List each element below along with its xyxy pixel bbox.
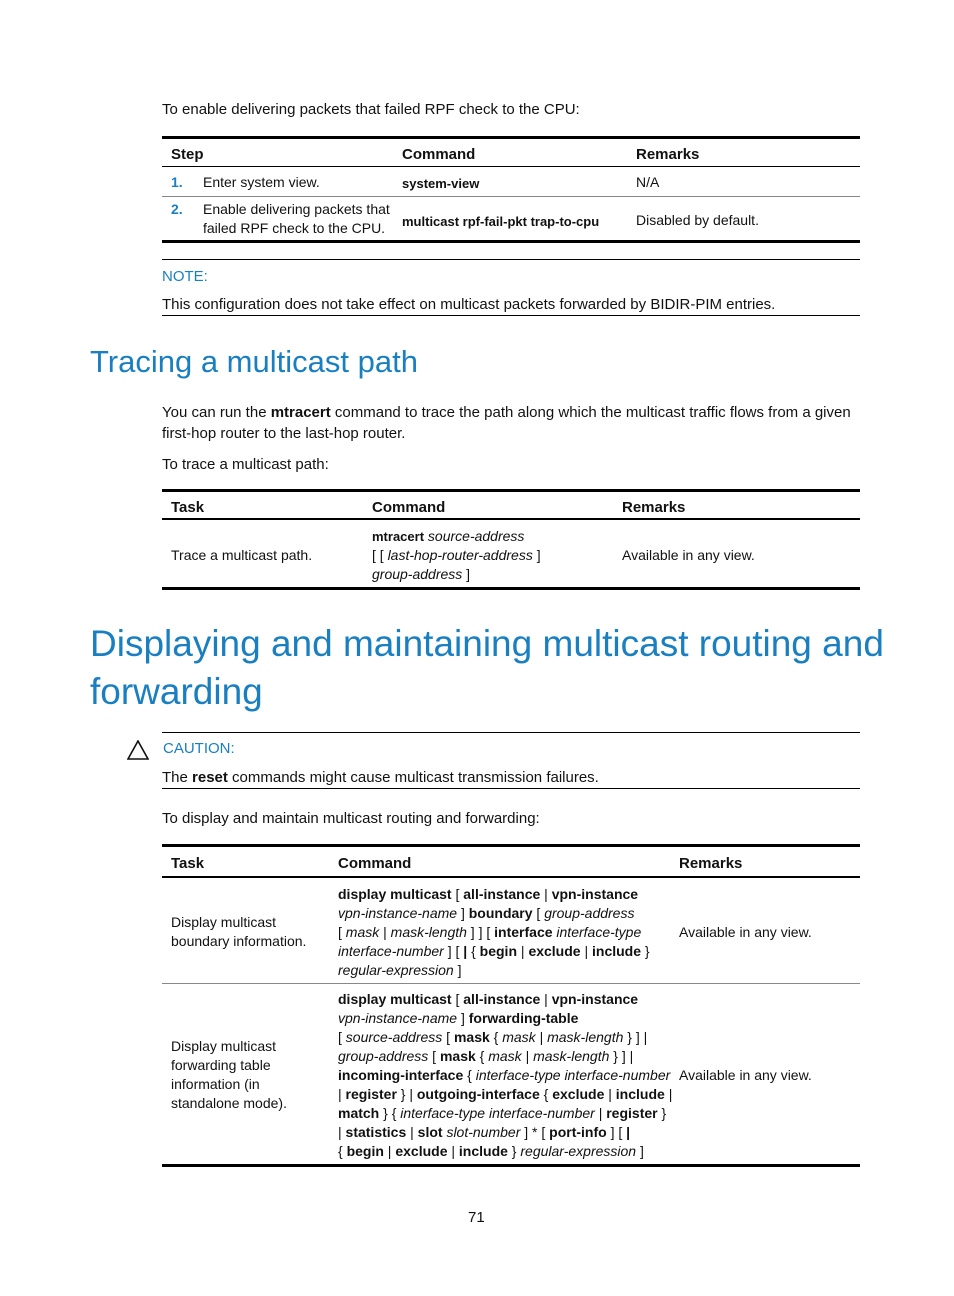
section1-para-post: command to trace the path along which the multicast traffic flows from a given [330, 404, 851, 421]
note-label: NOTE: [162, 268, 208, 285]
cmd-arg: source-address [345, 1029, 443, 1045]
table3-row1-remarks: Available in any view. [679, 924, 812, 940]
cmd-kw: begin [479, 943, 518, 959]
cmd-arg: regular-expression [520, 1143, 637, 1159]
table1-row2-step [203, 200, 390, 238]
cmd-kw: exclude [552, 1086, 605, 1102]
cmd-arg: vpn-instance-name [338, 905, 458, 921]
table3-header-rule [162, 876, 860, 878]
table1-header-step: Step [171, 146, 204, 163]
table1-row1-command: system-view [402, 176, 480, 191]
section1-lead: To trace a multicast path: [162, 456, 329, 473]
cmd-arg: group-address [544, 905, 635, 921]
cmd-arg: slot-number [446, 1124, 521, 1140]
cmd-kw: register [606, 1105, 658, 1121]
cmd-arg: source-address [427, 528, 525, 544]
cmd-kw: match [338, 1105, 380, 1121]
table2-header-command: Command [372, 499, 446, 516]
cmd-sym: [ [ [372, 547, 388, 563]
warning-icon [127, 740, 149, 760]
cmd-arg: mask [345, 924, 380, 940]
cmd-kw: statistics [345, 1124, 407, 1140]
table3-row2-remarks: Available in any view. [679, 1067, 812, 1083]
cmd-arg: mask [502, 1029, 536, 1045]
table3-row2-command: display multicast [ all-instance | vpn-instance vpn-instance-name ] forwarding-table [ source-address [ mask { mask | mask-length } ] | group-address [ mask { mask | mask-length } ] | incoming-interface { interface-type interface-number | register } | outgoing-interface { exclude | include | match } { interface-type interface-number | register } | statistics | slot slot-number ] * [ port-info ] [ | { begin | exclude | include } regular-expression ] [338, 991, 673, 1159]
table1-header-rule [162, 166, 860, 167]
cmd-kw: forwarding-table [468, 1010, 579, 1026]
cmd-kw: mask [439, 1048, 476, 1064]
caution-text-pre: The [162, 769, 193, 786]
task-line: Display multicast [171, 914, 277, 930]
cmd-kw: display multicast [338, 886, 452, 902]
cmd-arg: last-hop-router-address [387, 547, 533, 563]
table2-command [372, 527, 541, 584]
task-line: standalone mode). [171, 1095, 287, 1111]
caution-text-post: commands might cause multicast transmission failures. [227, 769, 599, 786]
section1-paragraph [162, 402, 872, 444]
cmd-arg: mask-length [547, 1029, 624, 1045]
table1-top-rule [162, 136, 860, 139]
caution-bottom-rule [162, 788, 860, 789]
table2-bottom-rule [162, 587, 860, 590]
task-line: forwarding table [171, 1057, 271, 1073]
cmd-kw: include [592, 943, 642, 959]
cmd-arg: interface-number [488, 1105, 595, 1121]
cmd-arg: group-address [338, 1048, 429, 1064]
table1-header-command: Command [402, 146, 476, 163]
section2-title-line2: forwarding [90, 671, 263, 712]
cmd-kw: include [458, 1143, 508, 1159]
cmd-kw: mtracert [372, 529, 425, 544]
section1-para-pre: You can run the [162, 404, 271, 421]
section2-lead: To display and maintain multicast routing and forwarding: [162, 810, 540, 827]
table3-bottom-rule [162, 1164, 860, 1167]
cmd-arg: interface-number [338, 943, 444, 959]
caution-text-kw: reset [192, 769, 228, 786]
cmd-arg: mask-length [533, 1048, 610, 1064]
cmd-kw: port-info [549, 1124, 607, 1140]
task-line: boundary information. [171, 933, 307, 949]
cmd-kw: outgoing-interface [416, 1086, 540, 1102]
task-line: information (in [171, 1076, 260, 1092]
table1-row1-remarks: N/A [636, 174, 660, 190]
cmd-kw: exclude [395, 1143, 448, 1159]
table1-row2-step-line2: failed RPF check to the CPU. [203, 220, 386, 236]
cmd-arg: regular-expression [338, 962, 454, 978]
table1-row2-num: 2. [171, 201, 183, 217]
cmd-arg: interface-number [564, 1067, 671, 1083]
cmd-kw: all-instance [463, 991, 541, 1007]
cmd-arg: interface-type [556, 924, 642, 940]
note-bottom-rule [162, 315, 860, 316]
note-top-rule [162, 259, 860, 260]
table1-row2-step-line1: Enable delivering packets that [203, 201, 390, 217]
cmd-kw: interface [494, 924, 553, 940]
table1-row1-step: Enter system view. [203, 174, 320, 190]
cmd-kw: include [615, 1086, 665, 1102]
cmd-arg: interface-type [475, 1067, 561, 1083]
table3-header-task: Task [171, 855, 205, 872]
cmd-arg: interface-type [400, 1105, 486, 1121]
cmd-arg: mask [488, 1048, 522, 1064]
table3-row1-task [171, 913, 306, 951]
table1-row2-remarks: Disabled by default. [636, 212, 759, 228]
cmd-arg: mask-length [390, 924, 467, 940]
cmd-kw: mask [453, 1029, 490, 1045]
cmd-kw: register [345, 1086, 397, 1102]
caution-top-rule [162, 732, 860, 733]
section2-title-line1: Displaying and maintaining multicast routing and [90, 623, 884, 664]
section1-para-cmd: mtracert [270, 404, 331, 421]
cmd-kw: vpn-instance [551, 991, 639, 1007]
table2-header-remarks: Remarks [622, 499, 686, 516]
table1-row-divider [162, 196, 860, 197]
cmd-sym: ] [462, 566, 471, 582]
section-title-displaying [90, 620, 884, 716]
table2-header-rule [162, 518, 860, 520]
cmd-kw: all-instance [463, 886, 541, 902]
table2-task: Trace a multicast path. [171, 547, 313, 563]
cmd-sym: ] [532, 547, 541, 563]
section-title-tracing: Tracing a multicast path [90, 344, 418, 379]
table3-header-remarks: Remarks [679, 855, 743, 872]
table3-header-command: Command [338, 855, 412, 872]
table2-remarks: Available in any view. [622, 547, 755, 563]
table3-top-rule [162, 844, 860, 847]
table1-row1-num: 1. [171, 174, 183, 190]
note-text: This configuration does not take effect on multicast packets forwarded by BIDIR-PIM entries. [162, 296, 776, 313]
caution-text [162, 767, 599, 788]
table3-row-divider [162, 983, 860, 984]
cmd-kw: begin [346, 1143, 384, 1159]
task-line: Display multicast [171, 1038, 277, 1054]
cmd-kw: vpn-instance [551, 886, 639, 902]
cmd-kw: incoming-interface [338, 1067, 464, 1083]
table3-row2-task [171, 1037, 287, 1113]
table1-header-remarks: Remarks [636, 146, 700, 163]
intro-text: To enable delivering packets that failed RPF check to the CPU: [162, 101, 580, 118]
cmd-kw: exclude [528, 943, 581, 959]
section1-para-line2: first-hop router to the last-hop router. [162, 425, 406, 442]
cmd-kw: boundary [468, 905, 533, 921]
table3-row1-command: display multicast [ all-instance | vpn-instance vpn-instance-name ] boundary [ group-address [ mask | mask-length ] ] [ interface interface-type interface-number ] [ | { begin | exclude | include } regular-expression ] [338, 886, 650, 978]
table2-header-task: Task [171, 499, 205, 516]
table1-bottom-rule [162, 240, 860, 243]
cmd-kw: display multicast [338, 991, 452, 1007]
cmd-arg: group-address [372, 566, 463, 582]
table1-row2-command: multicast rpf-fail-pkt trap-to-cpu [402, 214, 600, 229]
page-number: 71 [468, 1209, 485, 1226]
caution-label: CAUTION: [163, 740, 235, 757]
cmd-kw: slot [417, 1124, 443, 1140]
cmd-arg: vpn-instance-name [338, 1010, 458, 1026]
table2-top-rule [162, 489, 860, 492]
